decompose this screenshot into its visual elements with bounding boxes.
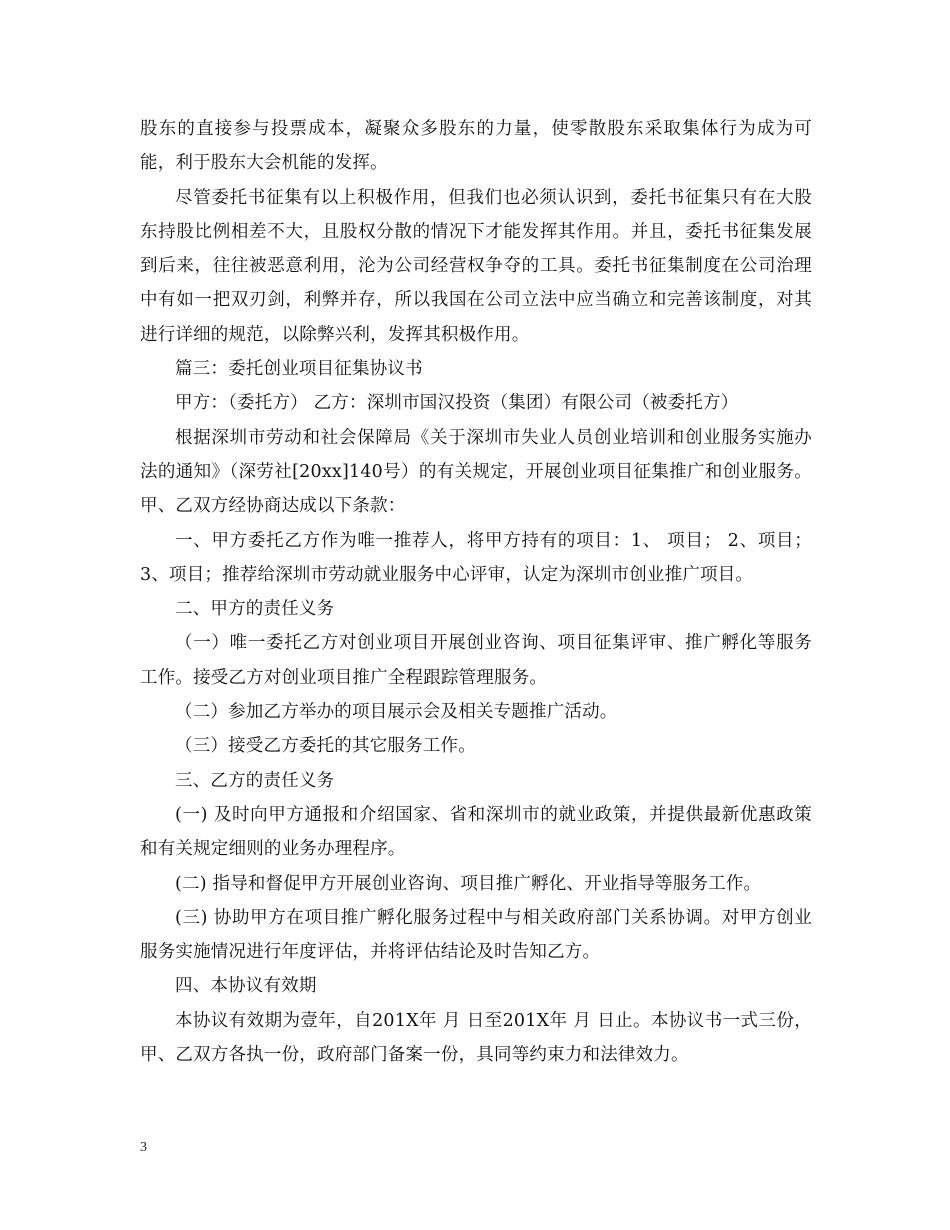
- paragraph: 根据深圳市劳动和社会保障局《关于深圳市失业人员创业培训和创业服务实施办法的通知》（深劳社[20xx]140号）的有关规定，开展创业项目征集推广和创业服务。甲、乙双方经协商达成以下条款：: [140, 427, 812, 517]
- clause-heading: 二、甲方的责任义务: [175, 599, 335, 620]
- paragraph: 股东的直接参与投票成本，凝聚众多股东的力量，使零散股东采取集体行为成为可能，利于股东大会机能的发挥。: [140, 119, 812, 174]
- sub-clause: （三）接受乙方委托的其它服务工作。: [175, 736, 476, 757]
- sub-clause: (二) 指导和督促甲方开展创业咨询、项目推广孵化、开业指导等服务工作。: [175, 873, 762, 894]
- section-heading: 篇三：委托创业项目征集协议书: [175, 359, 423, 380]
- paragraph: 尽管委托书征集有以上积极作用，但我们也必须认识到，委托书征集只有在大股东持股比例相差不大，且股权分散的情况下才能发挥其作用。并且，委托书征集发展到后来，往往被恶意利用，沦为公司经营权争夺的工具。委托书征集制度在公司治理中有如一把双刃剑，利弊并存，所以我国在公司立法中应当确立和完善该制度，对其进行详细的规范，以除弊兴利，发挥其积极作用。: [140, 187, 812, 345]
- clause-heading: 四、本协议有效期: [175, 976, 317, 997]
- sub-clause: (一) 及时向甲方通报和介绍国家、省和深圳市的就业政策，并提供最新优惠政策和有关规定细则的业务办理程序。: [140, 804, 812, 860]
- document-body: [140, 112, 812, 1072]
- sub-clause: (三) 协助甲方在项目推广孵化服务过程中与相关政府部门关系协调。对甲方创业服务实施情况进行年度评估，并将评估结论及时告知乙方。: [140, 907, 812, 963]
- sub-clause: （一）唯一委托乙方对创业项目开展创业咨询、项目征集评审、推广孵化等服务工作。接受乙方对创业项目推广全程跟踪管理服务。: [140, 633, 812, 688]
- clause-heading: 三、乙方的责任义务: [175, 770, 335, 791]
- parties-line: 甲方：（委托方） 乙方：深圳市国汉投资（集团）有限公司（被委托方）: [175, 393, 739, 414]
- page-number: 3: [140, 1140, 147, 1155]
- clause: 一、甲方委托乙方作为唯一推荐人，将甲方持有的项目：1、 项目； 2、项目；3、项目；推荐给深圳市劳动就业服务中心评审，认定为深圳市创业推广项目。: [140, 530, 812, 585]
- sub-clause: （二）参加乙方举办的项目展示会及相关专题推广活动。: [175, 702, 618, 723]
- paragraph: 本协议有效期为壹年，自201X年 月 日至201X年 月 日止。本协议书一式三份，甲、乙双方各执一份，政府部门备案一份，具同等约束力和法律效力。: [140, 1010, 812, 1066]
